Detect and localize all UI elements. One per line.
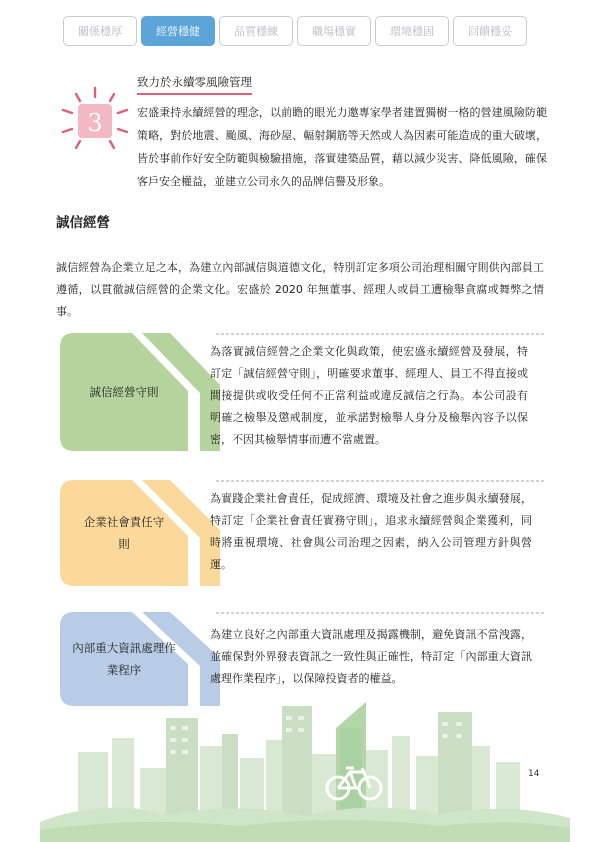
card-material-info-procedure bbox=[60, 612, 544, 706]
tab-environment[interactable]: 環境穩固 bbox=[375, 16, 449, 46]
card-description-box bbox=[216, 333, 544, 335]
tab-workplace[interactable]: 職場穩實 bbox=[297, 16, 371, 46]
badge-number: 3 bbox=[87, 109, 103, 137]
tab-quality[interactable]: 品質穩練 bbox=[219, 16, 293, 46]
card-text: 為落實誠信經營之企業文化與政策，使宏盛永續經營及發展，特訂定「誠信經營守則」，明確要求董事、經理人、員工不得直接或間接提供或收受任何不正當利益或違反誠信之行為。本公司設有明確之檢舉及懲戒制度，並承諾對檢舉人身分及檢舉內容予以保密，不因其檢舉情事而遭不當處置。 bbox=[210, 345, 528, 446]
number-3-badge-icon bbox=[60, 86, 130, 156]
section-intro: 誠信經營為企業立足之本，為建立內部誠信與道德文化，特別訂定多項公司治理相關守則供內部員工遵循，以貫徹誠信經營的企業文化。宏盛於 2020 年無董事、經理人或員工遭檢舉貪腐或舞弊之情事。 bbox=[56, 261, 544, 318]
card-text: 為建立良好之內部重大資訊處理及揭露機制，避免資訊不當洩露，並確保對外界發表資訊之一致性與正確性，特訂定「內部重大資訊處理作業程序」，以保障投資者的權益。 bbox=[210, 628, 532, 685]
commitment-body: 宏盛秉持永續經營的理念，以前瞻的眼光力邀專家學者建置獨樹一格的營建風險防範策略，對於地震、颱風、海砂屋、輻射鋼筋等天然或人為因素可能造成的重大破壞，皆於事前作好安全防範與檢驗措施，落實建築品質，藉以減少災害、降低風險，確保客戶安全權益，並建立公司永久的品牌信譽及形象。 bbox=[137, 106, 547, 188]
card-description-box bbox=[216, 480, 544, 482]
card-integrity-code bbox=[60, 333, 544, 451]
card-label: 誠信經營守則 bbox=[89, 385, 159, 399]
card-label: 內部重大資訊處理作業程序 bbox=[72, 641, 176, 677]
tab-giveback[interactable]: 回饋穩妥 bbox=[453, 16, 527, 46]
card-label: 企業社會責任守則 bbox=[83, 515, 165, 551]
page-number: 14 bbox=[528, 769, 540, 779]
section-title: 誠信經營 bbox=[56, 215, 110, 231]
tab-operations[interactable]: 經營穩健 bbox=[141, 16, 215, 46]
card-text: 為實踐企業社會責任，促成經濟、環境及社會之進步與永續發展，特訂定「企業社會責任實務守則」，追求永續經營與企業獲利，同時將重視環境、社會與公司治理之因素，納入公司管理方針與營運。 bbox=[210, 492, 532, 571]
card-csr-code bbox=[60, 480, 544, 586]
tab-relations[interactable]: 關係穩厚 bbox=[63, 16, 137, 46]
commitment-title: 致力於永續零風險管理 bbox=[137, 74, 252, 95]
card-description-box bbox=[216, 612, 544, 614]
green-city-illustration bbox=[40, 698, 570, 842]
section-nav bbox=[63, 16, 527, 46]
